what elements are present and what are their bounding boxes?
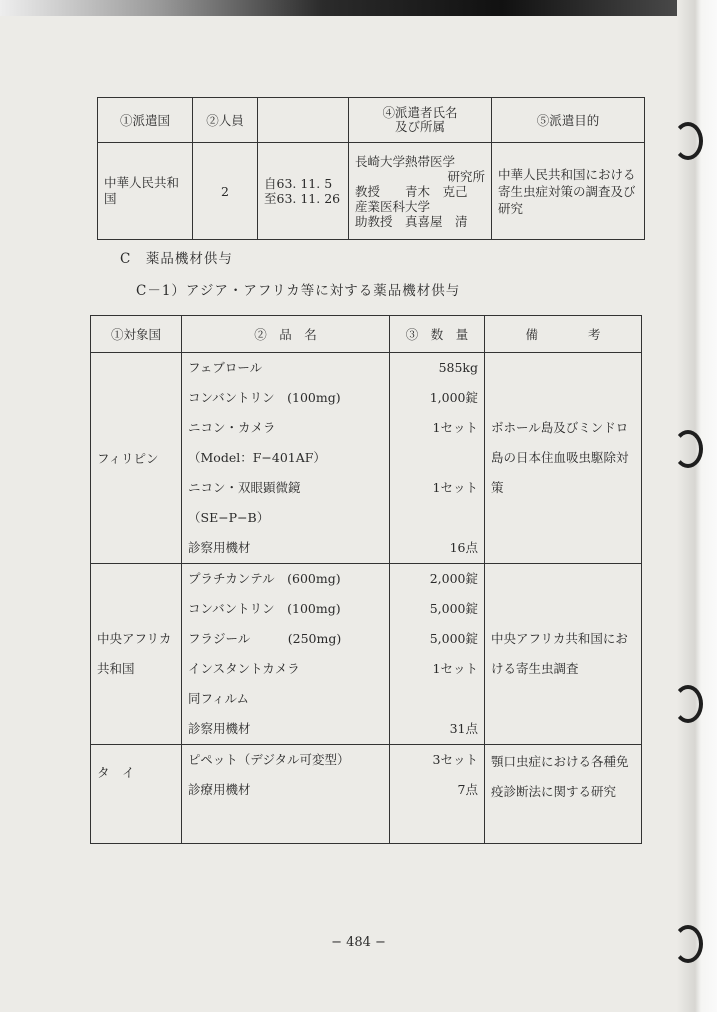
- section-c-heading: C 薬品機材供与: [120, 251, 233, 267]
- scan-top-shadow: [0, 0, 717, 16]
- group-country: タ イ: [91, 745, 182, 844]
- period-from: 自63. 11. 5: [264, 176, 333, 191]
- item-qty: 1セット: [432, 480, 478, 495]
- person-line: 研究所: [447, 168, 485, 184]
- item-name: 同フィルム: [188, 691, 250, 706]
- person-line: 助教授 真喜屋 清: [355, 213, 468, 229]
- group-items: [182, 745, 390, 844]
- item-name: （SE−P−B）: [188, 510, 270, 525]
- header-personnel: ②人員: [193, 98, 258, 143]
- dispatch-persons: [349, 143, 492, 240]
- header-purpose: ⑤派遣目的: [492, 98, 645, 143]
- dispatch-personnel: 2: [193, 143, 258, 240]
- item-qty: 2,000錠: [429, 571, 478, 586]
- dispatch-purpose: 中華人民共和国における寄生虫症対策の調査及び研究: [492, 143, 645, 240]
- dispatch-period: [258, 143, 349, 240]
- item-name: ニコン・カメラ: [188, 420, 276, 435]
- item-name: 診察用機材: [188, 540, 251, 555]
- header-quantity: ③ 数 量: [390, 316, 485, 353]
- page-number: − 484 −: [331, 935, 386, 950]
- binder-ring-icon: [673, 430, 703, 468]
- item-qty: 16点: [449, 540, 478, 555]
- supply-group-row: [91, 353, 642, 564]
- person-line: 長崎大学熱帯医学: [355, 153, 456, 169]
- item-qty: 5,000錠: [429, 631, 478, 646]
- item-qty: 5,000錠: [429, 601, 478, 616]
- person-line: 教授 青木 克己: [355, 183, 468, 199]
- binder-ring-icon: [673, 122, 703, 160]
- header-target-country: ①対象国: [91, 316, 182, 353]
- header-period: [258, 98, 349, 143]
- item-name: （Model：F−401AF）: [188, 450, 326, 465]
- person-line: 産業医科大学: [355, 198, 431, 214]
- item-qty: 7点: [457, 782, 478, 797]
- item-qty: 1セット: [432, 661, 478, 676]
- item-qty: [390, 684, 484, 714]
- group-quantities: [390, 745, 485, 844]
- item-name: コンバントリン (100mg): [188, 601, 341, 616]
- group-items: [182, 564, 390, 745]
- group-remarks: [485, 353, 642, 564]
- item-name: コンバントリン (100mg): [188, 390, 341, 405]
- item-qty: 3セット: [432, 752, 478, 767]
- header-dispatched: ④派遣者氏名 及び所属: [349, 98, 492, 143]
- dispatch-row: [98, 143, 645, 240]
- header-remarks: 備 考: [485, 316, 642, 353]
- item-qty: 1,000錠: [429, 390, 478, 405]
- group-quantities: [390, 564, 485, 745]
- header-country: ①派遣国: [98, 98, 193, 143]
- section-c1-heading: C－1）アジア・アフリカ等に対する薬品機材供与: [136, 283, 461, 299]
- item-name: プラチカンテル (600mg): [188, 571, 341, 586]
- item-name: インスタントカメラ: [188, 661, 300, 676]
- remark-text: ボホール島及びミンドロ島の日本住血吸虫駆除対策: [491, 420, 629, 495]
- item-name: ニコン・双眼顕微鏡: [188, 480, 301, 495]
- remark-text: 顎口虫症における各種免疫診断法に関する研究: [491, 754, 629, 799]
- group-remarks: [485, 745, 642, 844]
- remark-text: 中央アフリカ共和国における寄生虫調査: [491, 631, 628, 676]
- supply-group-row: [91, 564, 642, 745]
- binder-ring-icon: [673, 685, 703, 723]
- item-qty: [390, 503, 484, 533]
- dispatch-header-row: [98, 98, 645, 143]
- supply-table: [90, 315, 642, 844]
- group-country: 中央アフリカ共和国: [91, 564, 182, 745]
- supply-header-row: [91, 316, 642, 353]
- dispatch-country: 中華人民共和国: [98, 143, 193, 240]
- item-qty: 585kg: [438, 360, 478, 375]
- header-item-name: ② 品 名: [182, 316, 390, 353]
- item-qty: [390, 443, 484, 473]
- group-items: [182, 353, 390, 564]
- group-remarks: [485, 564, 642, 745]
- item-qty: 31点: [449, 721, 478, 736]
- dispatch-table: [97, 97, 645, 240]
- item-name: ピペット（デジタル可変型）: [188, 752, 350, 767]
- item-name: フラジール (250mg): [188, 631, 342, 646]
- item-name: フェブロール: [188, 360, 263, 375]
- group-quantities: [390, 353, 485, 564]
- period-to: 至63. 11. 26: [264, 191, 341, 206]
- item-name: 診察用機材: [188, 721, 251, 736]
- item-qty: 1セット: [432, 420, 478, 435]
- group-country: フィリピン: [91, 353, 182, 564]
- supply-group-row: [91, 745, 642, 844]
- item-name: 診療用機材: [188, 782, 251, 797]
